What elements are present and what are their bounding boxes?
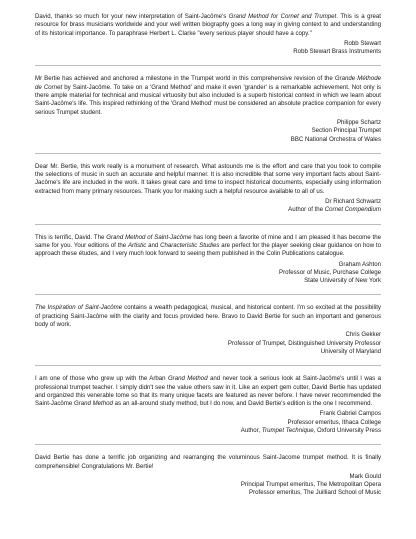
attribution xyxy=(35,40,381,57)
attribution-text: Graham Ashton xyxy=(338,260,381,268)
italic-title: Grand Method for Cornet and Trumpet xyxy=(228,13,337,20)
attribution-text: Robb Stewart Brass Instruments xyxy=(293,48,381,56)
attribution-text: Dr Richard Schwartz xyxy=(325,198,381,206)
author-name xyxy=(35,410,381,418)
endorsement-block xyxy=(35,454,381,497)
attribution xyxy=(35,198,381,215)
italic-title: Trumpet Technique xyxy=(261,426,314,434)
author-name xyxy=(35,119,381,127)
author-title xyxy=(35,269,381,277)
author-name xyxy=(35,261,381,269)
endorsement-block xyxy=(35,234,381,286)
attribution-text: Philippe Schartz xyxy=(336,118,381,126)
attribution-text: Professor emeritus, The Juilliard School of Music xyxy=(249,489,381,497)
endorsement-text xyxy=(35,375,381,408)
attribution xyxy=(35,119,381,144)
italic-title: Grand Method xyxy=(167,375,208,383)
author-title xyxy=(35,277,381,285)
attribution-text: Section Principal Trumpet xyxy=(311,127,381,135)
attribution-text: Frank Gabriel Campos xyxy=(319,410,381,418)
text-run: This is terrific, David. The xyxy=(35,233,107,241)
endorsement-text xyxy=(35,304,381,329)
text-run: has long been a favorite of mine and I am pleased it has become the same for you. Your editions of the xyxy=(35,233,381,249)
author-title xyxy=(35,427,381,435)
endorsement-block xyxy=(35,163,381,215)
endorsement-block xyxy=(35,75,381,143)
author-title xyxy=(35,127,381,135)
text-run: contains a wealth pedagogical, musical, and historical content. I'm so excited at the possibility of practicing Saint-Jacôme with the clarity and focus provided here. Bravo to David Bertie for such an important and generous body of work. xyxy=(35,304,381,329)
attribution xyxy=(35,473,381,498)
author-title xyxy=(35,206,381,214)
text-run: Dear Mr. Bertie, this work really is a monument of research. What astounds me is the effort and care that you took to compile the selections of music in such an accurate and helpful manner. It is also incredible that some very important facts about Saint-Jacôme's life are included in the work. It takes great care and time to inspect historical documents, especially using information extracted from many primary resources. Thank you for making such a helpful resource available to all of us. xyxy=(35,162,381,195)
author-name xyxy=(35,40,381,48)
attribution xyxy=(35,261,381,286)
divider xyxy=(35,65,381,66)
text-run: David, thanks so much for your new interpretation of Saint-Jacôme's xyxy=(35,13,229,20)
attribution-text: Professor of Music, Purchase College xyxy=(279,268,381,276)
text-run: and xyxy=(146,241,161,249)
endorsement-block xyxy=(35,375,381,435)
text-run: David Bertie has done a terrific job organizing and rearranging the voluminous Saint-Jacome trumpet method. It is finally comprehensible! Congratulations Mr. Bertie! xyxy=(35,454,381,470)
text-run: . This is a great resource for brass musicians worldwide and your well written biography goes a long way in giving context to and understanding of its historical importance. To paraphrase Herbert L. Clarke "every serious player should have a copy." xyxy=(35,13,382,37)
author-title xyxy=(35,489,381,497)
author-name xyxy=(35,331,381,339)
attribution-text: Author of the xyxy=(288,206,325,214)
attribution-text: BBC National Orchestra of Wales xyxy=(290,135,381,143)
attribution-text: State University of New York xyxy=(304,277,381,285)
text-run: I am one of those who grew up with the Arban xyxy=(35,375,168,383)
italic-title: Grand Method xyxy=(73,400,113,408)
author-title xyxy=(35,348,381,356)
text-run: and never took a serious look at Saint-Jacôme's until I was a professional trumpet teacher. I simply didn't see the value others saw in it. Like an expert gem cutter, David Bertie has updated and organized this venerable tome so that its many unique facets are featured as never before. I have never recommended the Saint-Jacôme xyxy=(35,375,381,408)
divider xyxy=(35,294,381,295)
endorsement-block xyxy=(35,304,381,356)
italic-title: Grand Method of Saint-Jacôme xyxy=(106,233,192,241)
attribution-text: University of Maryland xyxy=(320,347,381,355)
italic-title: Characteristic Studies xyxy=(160,241,220,249)
author-name xyxy=(35,473,381,481)
author-title xyxy=(35,419,381,427)
divider xyxy=(35,153,381,154)
attribution-text: Professor of Trumpet, Distinguished University Professor xyxy=(227,339,381,347)
text-run: Mr Bertie has achieved and anchored a milestone in the Trumpet world in this comprehensive revision of the xyxy=(35,75,335,83)
italic-title: Grande Méthode de Cornet xyxy=(35,75,381,91)
attribution-text: Principal Trumpet emeritus, The Metropolitan Opera xyxy=(240,481,381,489)
attribution-text: Mark Gould xyxy=(349,472,381,480)
text-run: are perfect for the player seeking clear guidance on how to approach these études, and I very much look forward to seeing them published in the Colin Publications catalogue. xyxy=(35,241,381,258)
endorsement-text xyxy=(35,454,381,471)
divider xyxy=(35,365,381,366)
author-title xyxy=(35,481,381,489)
endorsement-text xyxy=(35,234,381,259)
italic-title: Cornet Compendium xyxy=(324,206,381,214)
attribution-text: Robb Stewart xyxy=(344,39,381,47)
author-name xyxy=(35,198,381,206)
attribution-text: Chris Gekker xyxy=(345,331,381,339)
divider xyxy=(35,444,381,445)
attribution-text: , Oxford University Press xyxy=(313,426,381,434)
text-run: by Saint-Jacôme. To take on a 'Grand Method' and make it even 'grander' is a remarkable achievement. Not only is there ample material for technical and musical virtuosity but also included is a superb historical context in which we learn about Saint-Jacôme's life. This inspired rethinking of the 'Grand Method' must be considered an absolute practice companion for every serious Trumpet student. xyxy=(35,83,381,116)
endorsement-block xyxy=(35,13,381,56)
endorsement-text xyxy=(35,163,381,196)
attribution-text: Author, xyxy=(240,426,262,434)
divider xyxy=(35,224,381,225)
attribution-text: Professor emeritus, Ithaca College xyxy=(287,418,381,426)
author-title xyxy=(35,48,381,56)
attribution xyxy=(35,410,381,435)
italic-title: Artistic xyxy=(127,241,147,249)
italic-title: The Inspiration of Saint-Jacôme xyxy=(35,304,123,312)
endorsement-text xyxy=(35,75,381,116)
author-title xyxy=(35,136,381,144)
endorsement-text xyxy=(35,13,381,38)
text-run: as an all-around study method, but I do now, and David Bertie's edition is the one I recommend. xyxy=(112,400,373,408)
attribution xyxy=(35,331,381,356)
author-title xyxy=(35,340,381,348)
